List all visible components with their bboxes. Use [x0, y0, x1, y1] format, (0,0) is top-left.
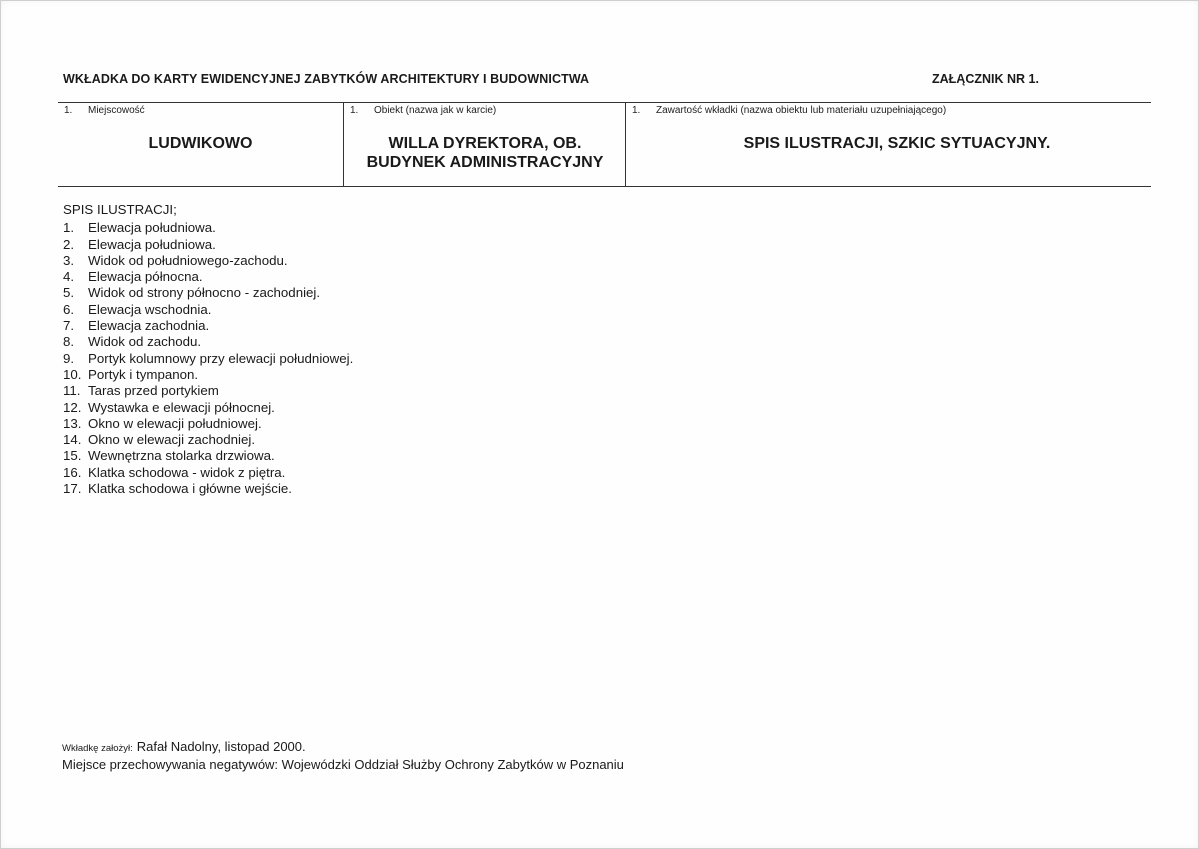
field-contents-label: [632, 105, 946, 116]
illustration-list-heading: SPIS ILUSTRACJI;: [63, 202, 177, 217]
list-item-number: 1.: [63, 220, 75, 236]
list-item-text: Klatka schodowa - widok z piętra.: [88, 464, 286, 480]
list-item-number: 16.: [63, 464, 82, 480]
list-item-text: Okno w elewacji zachodniej.: [88, 432, 256, 448]
list-item-text: Wystawka e elewacji północnej.: [88, 399, 275, 415]
list-item-text: Taras przed portykiem: [88, 383, 219, 399]
field-label-text: Obiekt (nazwa jak w karcie): [374, 105, 497, 116]
list-item: [63, 220, 353, 236]
field-contents-value: SPIS ILUSTRACJI, SZKIC SYTUACYJNY.: [743, 135, 1051, 152]
list-item: [63, 481, 353, 497]
list-item-text: Elewacja południowa.: [88, 220, 216, 236]
list-item-number: 4.: [63, 269, 75, 285]
document-footer: [62, 739, 624, 773]
field-number: 1.: [632, 105, 641, 116]
list-item-text: Widok od południowego-zachodu.: [88, 252, 288, 268]
list-item: [63, 351, 353, 367]
list-item: [63, 334, 353, 350]
list-item-number: 10.: [63, 366, 82, 382]
field-object-label: [350, 105, 496, 116]
storage-line: Miejsce przechowywania negatywów: Wojewódzki Oddział Służby Ochrony Zabytków w Poznaniu: [62, 757, 624, 772]
list-item: [63, 400, 353, 416]
list-item: [63, 448, 353, 464]
list-item: [63, 253, 353, 269]
list-item-number: 8.: [63, 334, 75, 350]
creator-label: Wkładkę założył:: [62, 743, 133, 754]
field-contents: [625, 103, 1152, 186]
list-item: [63, 432, 353, 448]
list-item-number: 12.: [63, 399, 82, 415]
field-object: [343, 103, 626, 186]
info-grid: [58, 102, 1151, 187]
field-label-text: Zawartość wkładki (nazwa obiektu lub materiału uzupełniającego): [656, 105, 947, 116]
list-item-text: Portyk i tympanon.: [88, 366, 199, 382]
list-item-number: 9.: [63, 350, 75, 366]
field-object-value-line2: BUDYNEK ADMINISTRACYJNY: [366, 154, 604, 171]
annex-label: ZAŁĄCZNIK NR 1.: [932, 72, 1039, 86]
list-item-number: 6.: [63, 301, 75, 317]
list-item: [63, 367, 353, 383]
list-item-text: Klatka schodowa i główne wejście.: [88, 481, 292, 497]
list-item-number: 3.: [63, 252, 75, 268]
list-item-text: Portyk kolumnowy przy elewacji południowej.: [88, 350, 354, 366]
field-label-text: Miejscowość: [88, 105, 145, 116]
list-item-number: 15.: [63, 448, 82, 464]
creator-value: Rafał Nadolny, listopad 2000.: [136, 739, 306, 754]
list-item-text: Widok od zachodu.: [88, 334, 202, 350]
list-item-number: 5.: [63, 285, 75, 301]
list-item-text: Elewacja południowa.: [88, 236, 216, 252]
field-object-value: [344, 134, 626, 172]
list-item: [63, 416, 353, 432]
list-item-number: 17.: [63, 481, 82, 497]
list-item-text: Okno w elewacji południowej.: [88, 415, 262, 431]
list-item-number: 2.: [63, 236, 75, 252]
list-item-text: Elewacja zachodnia.: [88, 318, 210, 334]
field-locality: [58, 103, 343, 186]
creator-line: [62, 739, 624, 757]
field-object-value-line1: WILLA DYREKTORA, OB.: [388, 135, 582, 152]
list-item: [63, 302, 353, 318]
list-item-number: 13.: [63, 415, 82, 431]
list-item: [63, 318, 353, 334]
field-number: 1.: [64, 105, 73, 116]
field-number: 1.: [350, 105, 359, 116]
list-item-text: Elewacja północna.: [88, 269, 203, 285]
list-item-text: Widok od strony północno - zachodniej.: [88, 285, 321, 301]
illustration-list-block: [63, 202, 353, 497]
list-item: [63, 237, 353, 253]
field-locality-value: LUDWIKOWO: [148, 135, 253, 152]
list-item: [63, 269, 353, 285]
field-locality-label: [64, 105, 145, 116]
document-title: WKŁADKA DO KARTY EWIDENCYJNEJ ZABYTKÓW ARCHITEKTURY I BUDOWNICTWA: [63, 72, 590, 86]
list-item-text: Elewacja wschodnia.: [88, 301, 212, 317]
list-item-text: Wewnętrzna stolarka drzwiowa.: [88, 448, 275, 464]
list-item: [63, 465, 353, 481]
illustration-list: [63, 220, 353, 497]
list-item-number: 11.: [63, 383, 81, 399]
list-item: [63, 383, 353, 399]
list-item: [63, 285, 353, 301]
list-item-number: 14.: [63, 432, 82, 448]
list-item-number: 7.: [63, 318, 75, 334]
